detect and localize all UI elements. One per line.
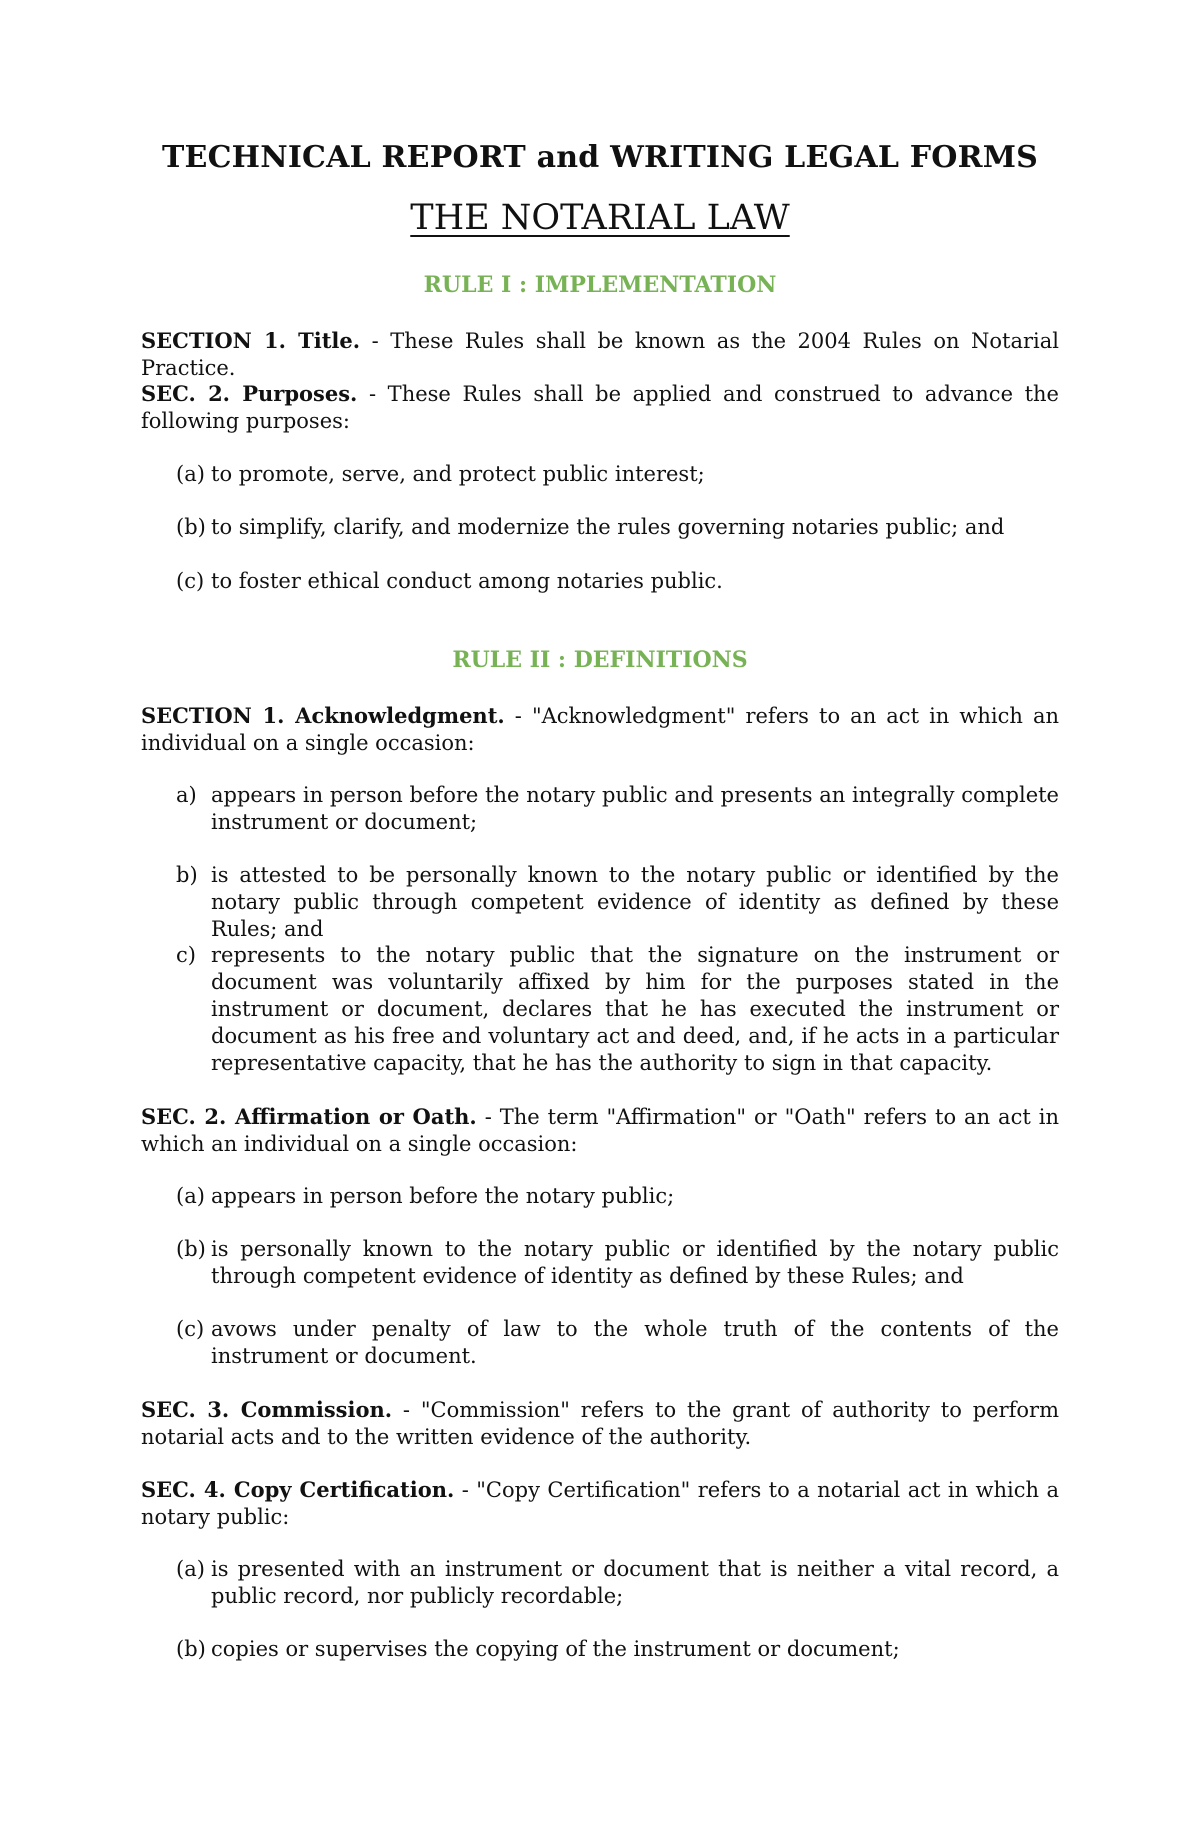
list-item <box>176 862 1059 943</box>
rule-heading-definitions: RULE II : DEFINITIONS <box>452 647 748 673</box>
section-text: - "Copy Certification" refers to a notarial act in which a notary public: <box>141 1478 1059 1529</box>
document-subtitle <box>0 198 1200 238</box>
list-item <box>176 942 1059 1077</box>
list-item-text: appears in person before the notary public; <box>211 1184 675 1208</box>
list-item-text: to foster ethical conduct among notaries public. <box>211 569 723 593</box>
list-marker: (a) <box>176 462 205 486</box>
section-commission-paragraph <box>141 1396 1059 1451</box>
section-text: - These Rules shall be known as the 2004 Rules on Notarial Practice. <box>141 329 1059 380</box>
section-label: SEC. 2. Purposes. <box>141 381 358 406</box>
list-item-text: is personally known to the notary public or identified by the notary public through competent evidence of identity as defined by these Rules; and <box>211 1237 1059 1288</box>
section-text: - These Rules shall be applied and construed to advance the following purposes: <box>141 382 1059 433</box>
section-text: - The term "Affirmation" or "Oath" refers to an act in which an individual on a single occasion: <box>141 1105 1059 1156</box>
list-item-text: to promote, serve, and protect public interest; <box>211 462 705 486</box>
list-item <box>176 782 1059 836</box>
section-purposes-paragraph <box>141 380 1059 435</box>
list-marker: (c) <box>176 569 205 593</box>
section-label: SECTION 1. Acknowledgment. <box>141 703 505 728</box>
section-title-paragraph <box>141 327 1059 382</box>
document-title: TECHNICAL REPORT and WRITING LEGAL FORMS <box>161 140 1039 175</box>
list-item <box>176 568 1059 595</box>
list-marker: a) <box>176 783 197 807</box>
list-marker: (c) <box>176 1317 205 1341</box>
list-item <box>176 1636 1059 1663</box>
section-label: SEC. 4. Copy Certification. <box>141 1477 455 1502</box>
list-item-text: is attested to be personally known to the notary public or identified by the notary public through competent evidence of identity as defined by these Rules; and <box>211 863 1059 941</box>
list-item-text: avows under penalty of law to the whole truth of the contents of the instrument or document. <box>211 1317 1059 1368</box>
document-subtitle-text: THE NOTARIAL LAW <box>410 198 790 238</box>
section-label: SEC. 3. Commission. <box>141 1397 393 1422</box>
section-copy-certification-paragraph <box>141 1476 1059 1531</box>
list-item-text: appears in person before the notary public and presents an integrally complete instrument or document; <box>211 783 1059 834</box>
list-item <box>176 1236 1059 1290</box>
list-item-text: is presented with an instrument or document that is neither a vital record, a public record, nor publicly recordable; <box>211 1557 1059 1608</box>
rule-heading-implementation: RULE I : IMPLEMENTATION <box>423 272 777 298</box>
section-text: - "Acknowledgment" refers to an act in which an individual on a single occasion: <box>141 704 1059 755</box>
list-marker: c) <box>176 943 196 967</box>
section-label: SECTION 1. Title. <box>141 328 361 353</box>
list-marker: (b) <box>176 1637 206 1661</box>
section-acknowledgment-paragraph <box>141 702 1059 757</box>
section-text: - "Commission" refers to the grant of authority to perform notarial acts and to the written evidence of the authority. <box>141 1398 1059 1449</box>
list-marker: b) <box>176 863 198 887</box>
list-marker: (a) <box>176 1184 205 1208</box>
list-item <box>176 514 1059 541</box>
section-affirmation-paragraph <box>141 1103 1059 1158</box>
list-marker: (b) <box>176 1237 206 1261</box>
list-item <box>176 1316 1059 1370</box>
list-item-text: to simplify, clarify, and modernize the rules governing notaries public; and <box>211 515 1005 539</box>
list-item <box>176 1183 1059 1210</box>
list-item <box>176 461 1059 488</box>
list-item-text: copies or supervises the copying of the instrument or document; <box>211 1637 900 1661</box>
list-item <box>176 1556 1059 1610</box>
list-marker: (b) <box>176 515 206 539</box>
section-label: SEC. 2. Affirmation or Oath. <box>141 1104 477 1129</box>
list-item-text: represents to the notary public that the signature on the instrument or document was voluntarily affixed by him for the purposes stated in the instrument or document, declares that he has executed the instrument or document as his free and voluntary act and deed, and, if he acts in a particular representative capacity, that he has the authority to sign in that capacity. <box>211 943 1059 1075</box>
list-marker: (a) <box>176 1557 205 1581</box>
